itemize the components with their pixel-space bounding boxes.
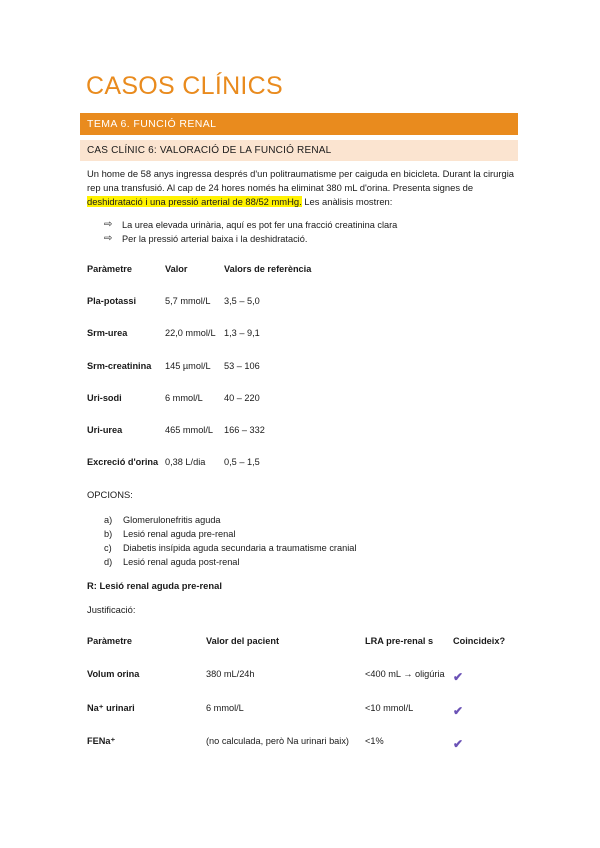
options-list xyxy=(104,513,356,569)
cell-parameter: Na⁺ urinari xyxy=(87,703,135,713)
bullet-item xyxy=(104,232,397,246)
page-title: CASOS CLÍNICS xyxy=(86,72,284,100)
bullet-item xyxy=(104,218,397,232)
cell-reference: 0,5 – 1,5 xyxy=(224,457,260,467)
intro-highlight: deshidratació i una pressió arterial de 88/52 mmHg. xyxy=(87,196,302,207)
header-valor-pacient: Valor del pacient xyxy=(206,636,280,646)
header-parametre: Paràmetre xyxy=(87,636,132,646)
justification-label: Justificació: xyxy=(87,604,136,615)
bullet-list xyxy=(104,218,397,246)
check-icon: ✔ xyxy=(453,737,464,751)
check-icon: ✔ xyxy=(453,670,464,684)
tema-header: TEMA 6. FUNCIÓ RENAL xyxy=(80,113,518,135)
cell-value: 6 mmol/L xyxy=(165,393,203,403)
cell-parameter: Pla-potassi xyxy=(87,296,137,306)
cell-parameter: Srm-urea xyxy=(87,328,128,338)
cell-parameter: Volum orina xyxy=(87,669,140,679)
bullet-text: Per la pressió arterial baixa i la deshidratació. xyxy=(122,234,308,244)
cell-patient-value: 6 mmol/L xyxy=(206,703,244,713)
bullet-text: La urea elevada urinària, aquí es pot fer una fracció creatinina clara xyxy=(122,220,398,230)
option-c xyxy=(104,541,356,555)
cell-reference: 1,3 – 9,1 xyxy=(224,328,260,338)
option-letter: d) xyxy=(104,557,113,567)
cell-patient-value: (no calculada, però Na urinari baix) xyxy=(206,736,349,746)
option-text: Diabetis insípida aguda secundaria a traumatisme cranial xyxy=(123,543,357,553)
cell-parameter: Uri-sodi xyxy=(87,393,122,403)
arrow-bullet-icon: ⇨ xyxy=(104,233,113,244)
cell-value: 465 mmol/L xyxy=(165,425,214,435)
cell-value: 22,0 mmol/L xyxy=(165,328,216,338)
option-letter: b) xyxy=(104,529,113,539)
header-referencia: Valors de referència xyxy=(224,264,312,274)
intro-text: Un home de 58 anys ingressa després d'un politraumatisme per caiguda en bicicleta. Durant la cirurgia rep una transfusió. Al cap de 24 hores només ha eliminat 380 mL d'orina. Presenta signes de xyxy=(87,168,515,193)
arrow-bullet-icon: ⇨ xyxy=(104,219,113,230)
cell-parameter: Uri-urea xyxy=(87,425,123,435)
option-text: Lesió renal aguda post-renal xyxy=(123,557,240,567)
header-coincideix: Coincideix? xyxy=(453,636,506,646)
cell-value: 145 µmol/L xyxy=(165,361,211,371)
option-a xyxy=(104,513,356,527)
cell-lra-value: <400 mL → oligúria xyxy=(365,669,445,679)
header-valor: Valor xyxy=(165,264,188,274)
cell-parameter: Excreció d'orina xyxy=(87,457,159,467)
case-header: CAS CLÍNIC 6: VALORACIÓ DE LA FUNCIÓ RENAL xyxy=(80,140,518,161)
cell-reference: 166 – 332 xyxy=(224,425,265,435)
cell-reference: 3,5 – 5,0 xyxy=(224,296,260,306)
option-text: Glomerulonefritis aguda xyxy=(123,515,221,525)
cell-reference: 53 – 106 xyxy=(224,361,260,371)
cell-lra-value: <10 mmol/L xyxy=(365,703,414,713)
cell-parameter: FENa⁺ xyxy=(87,736,116,746)
option-letter: c) xyxy=(104,543,112,553)
cell-lra-value: <1% xyxy=(365,736,384,746)
case-intro xyxy=(87,167,517,209)
cell-value: 0,38 L/dia xyxy=(165,457,206,467)
cell-patient-value: 380 mL/24h xyxy=(206,669,255,679)
intro-text-end: Les anàlisis mostren: xyxy=(301,196,393,207)
cell-parameter: Srm-creatinina xyxy=(87,361,152,371)
opcions-label: OPCIONS: xyxy=(87,489,133,500)
header-parametre: Paràmetre xyxy=(87,264,132,274)
answer: R: Lesió renal aguda pre-renal xyxy=(87,580,222,591)
header-lra: LRA pre-renal s xyxy=(365,636,434,646)
option-text: Lesió renal aguda pre-renal xyxy=(123,529,236,539)
check-icon: ✔ xyxy=(453,704,464,718)
option-letter: a) xyxy=(104,515,113,525)
cell-value: 5,7 mmol/L xyxy=(165,296,211,306)
cell-reference: 40 – 220 xyxy=(224,393,260,403)
option-b xyxy=(104,527,356,541)
option-d xyxy=(104,555,356,569)
